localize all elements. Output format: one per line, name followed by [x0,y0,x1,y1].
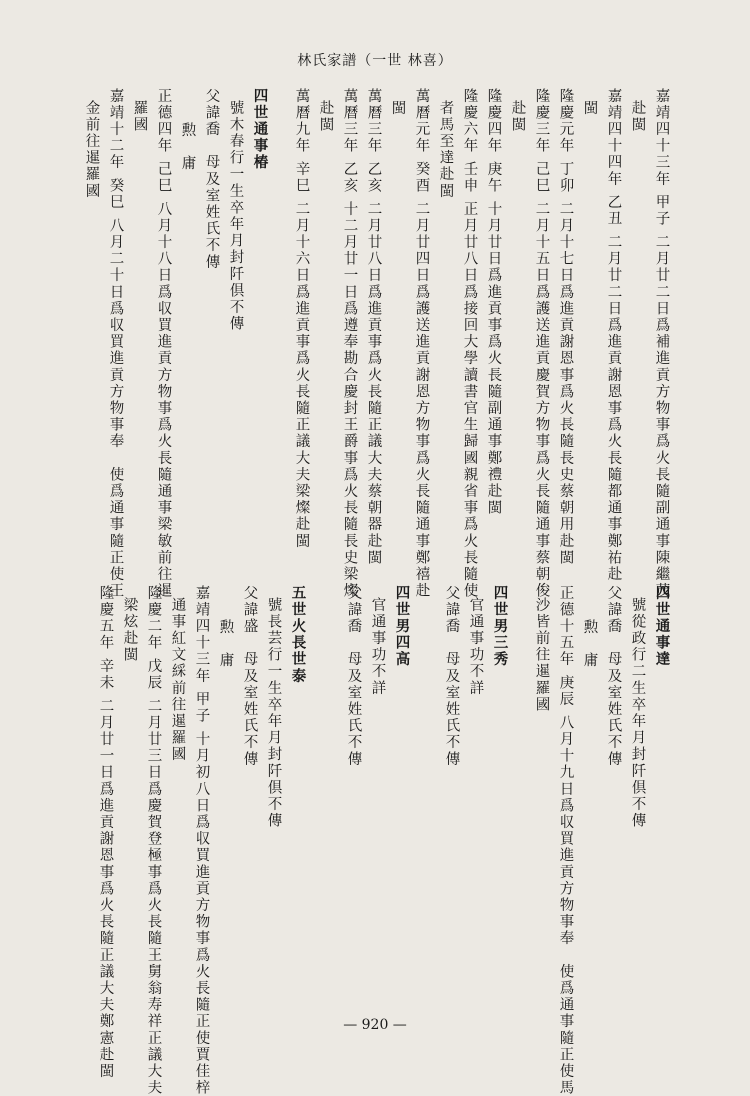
text-column: 隆慶六年 壬申 正月廿八日爲接回大學讀書官生歸國親省事爲火長隨使 [461,88,478,600]
text-column: 父諱喬 母及室姓氏不傳 [345,585,362,768]
text-column: 正德四年 己巳 八月十八日爲収買進貢方物事爲火長隨通事梁敏前往暹 [155,88,172,600]
text-column: 隆慶五年 辛未 二月廿一日爲進貢謝恩事爲火長隨正議大夫鄭憲赴閩 [97,585,114,1080]
page-header-title: 林氏家譜（一世 林喜） [297,53,453,69]
text-column: 萬曆三年 乙亥 二月廿八日爲進貢事爲火長隨正議大夫蔡朝器赴閩 [365,88,382,567]
text-column: 隆慶四年 庚午 十月廿日爲進貢事爲火長隨副通事鄭禮赴閩 [485,88,502,517]
text-column: 通事紅文綵前往暹羅國 [169,597,186,763]
text-column: 嘉靖十二年 癸巳 八月二十日爲収買進貢方物事奉 使爲通事隨正使王 [107,88,124,600]
text-column: 嘉靖四十三年 甲子 二月廿二日爲補進貢方物事爲火長隨副通事陳繼茂 [653,88,670,600]
page-number: — 920 — [343,1017,407,1033]
text-column: 赴閩 [629,100,646,134]
text-column: 萬曆元年 癸酉 二月廿四日爲護送進貢謝恩方物事爲火長隨通事鄭禧赴 [413,88,430,600]
section-heading: 四世男三秀 [491,585,509,668]
text-column: 號長芸行一生卒年月封阡倶不傳 [265,597,282,830]
section-heading: 五世火長世泰 [289,585,307,685]
text-column: 者馬至達赴閩 [437,100,454,200]
text-column: 隆慶元年 丁卯 二月十七日爲進貢謝恩事爲火長隨長史蔡朝用赴閩 [557,88,574,567]
text-column: 萬曆九年 辛巳 二月十六日爲進貢事爲火長隨正議大夫梁燦赴閩 [293,88,310,550]
text-column: 金前往暹羅國 [83,100,100,200]
text-column: 勲 庸 [179,122,196,172]
text-column: 勲 庸 [217,619,234,669]
text-column: 萬曆三年 乙亥 十二月廿一日爲遵奉勘合慶封王爵事爲火長隨長史梁燦 [341,88,358,600]
text-column: 勲 庸 [581,619,598,669]
text-column: 赴閩 [317,100,334,134]
text-column: 父諱喬 母及室姓氏不傳 [443,585,460,768]
text-column: 梁炫赴閩 [121,597,138,664]
text-column: 嘉靖四十四年 乙丑 二月廿二日爲進貢謝恩事爲火長隨都通事鄭祐赴 [605,88,622,583]
text-column: 閩 [581,100,598,117]
text-column: 父諱喬 母及室姓氏不傳 [203,88,220,271]
text-column: 號從政行二生卒年月封阡倶不傳 [629,597,646,830]
text-column: 隆慶二年 戊辰 二月廿三日爲慶賀登極事爲火長隨王舅翁寿祥正議大夫 [145,585,162,1096]
text-column: 官通事功不詳 [369,597,386,697]
text-column: 父諱盛 母及室姓氏不傳 [241,585,258,768]
text-column: 隆慶三年 己巳 二月十五日爲護送進貢慶賀方物事爲火長隨通事蔡朝俊 [533,88,550,600]
text-column: 正德十五年 庚辰 八月十九日爲収買進貢方物事奉 使爲通事隨正使馬 [557,585,574,1096]
text-column: 官通事功不詳 [467,597,484,697]
text-column: 嘉靖四十三年 甲子 十月初八日爲収買進貢方物事爲火長隨正使賈佳梓 [193,585,210,1096]
section-heading: 四世通事達 [653,585,671,668]
section-heading: 四世通事椿 [251,88,269,171]
text-column: 沙皆前往暹羅國 [533,597,550,714]
text-column: 父諱喬 母及室姓氏不傳 [605,585,622,768]
text-column: 閩 [389,100,406,117]
text-column: 號木春行一生卒年月封阡倶不傳 [227,100,244,333]
section-heading: 四世男四高 [393,585,411,668]
text-column: 赴閩 [509,100,526,134]
text-column: 羅國 [131,100,148,134]
